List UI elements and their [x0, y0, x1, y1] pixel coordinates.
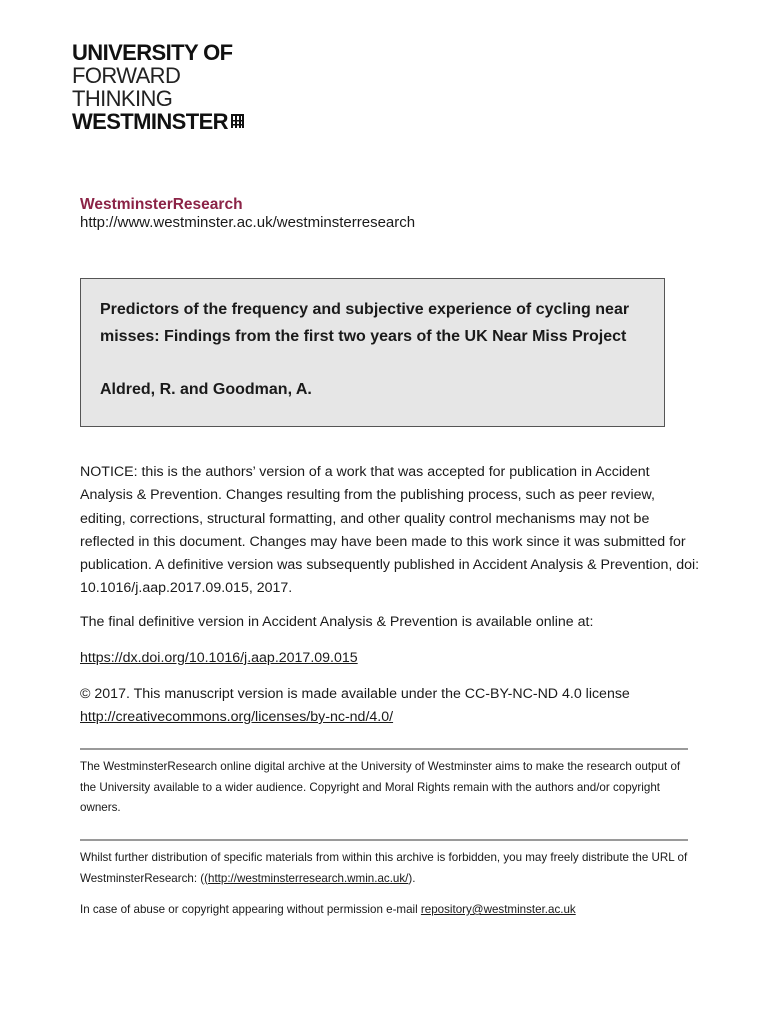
logo-line-westminster: WESTMINSTER — [72, 109, 228, 134]
repository-email-link[interactable]: repository@westminster.ac.uk — [420, 903, 576, 916]
repository-name: WestminsterResearch — [80, 196, 243, 213]
logo-line-thinking: THINKING — [72, 86, 173, 111]
divider-bottom — [80, 839, 688, 841]
final-version-text: The final definitive version in Accident Analysis & Prevention is available online at: — [80, 614, 594, 630]
distribution-paragraph — [80, 848, 688, 889]
divider-top — [80, 748, 688, 750]
article-title: Predictors of the frequency and subjective experience of cycling near misses: Findings from the first two years of the UK Near Miss Project — [100, 301, 630, 345]
repository-url: http://www.westminster.ac.uk/westminsterresearch — [80, 214, 416, 231]
notice-paragraph: NOTICE: this is the authors’ version of a work that was accepted for publication in Accident Analysis & Prevention. Changes resulting from the publishing process, such as peer review, editing, corrections, structural formatting, and other quality control mechanisms may not be reflected in this document. Changes may have been made to this work since it was submitted for publication. A definitive version was subsequently published in Accident Analysis & Prevention, doi: 10.1016/j.aap.2017.09.015, 2017. — [80, 464, 700, 597]
article-authors: Aldred, R. and Goodman, A. — [100, 381, 312, 398]
article-title-box — [80, 278, 665, 427]
portcullis-icon — [231, 114, 244, 128]
license-paragraph — [80, 683, 630, 729]
license-link[interactable]: http://creativecommons.org/licenses/by-nc-nd/4.0/ — [80, 709, 394, 725]
license-text: © 2017. This manuscript version is made available under the CC-BY-NC-ND 4.0 license — [80, 686, 630, 702]
logo-line-forward: FORWARD — [72, 63, 181, 88]
archive-statement: The WestminsterResearch online digital archive at the University of Westminster aims to make the research output of the University available to a wider audience. Copyright and Moral Rights remain with the authors and/or copyright owners. — [80, 760, 681, 814]
abuse-paragraph — [80, 900, 688, 921]
distribution-text: Whilst further distribution of specific materials from within this archive is forbidden, you may freely distribute the URL of WestminsterResearch: ( — [80, 851, 688, 885]
archive-url-link[interactable]: (http://westminsterresearch.wmin.ac.uk/ — [204, 871, 409, 885]
logo-line-westminster-row — [72, 111, 244, 134]
abuse-text: In case of abuse or copyright appearing without permission e-mail — [80, 903, 421, 916]
distribution-suffix: ). — [408, 871, 416, 885]
university-logo — [72, 42, 244, 134]
doi-link[interactable]: https://dx.doi.org/10.1016/j.aap.2017.09.015 — [80, 650, 358, 666]
logo-line-university-of: UNIVERSITY OF — [72, 40, 233, 65]
